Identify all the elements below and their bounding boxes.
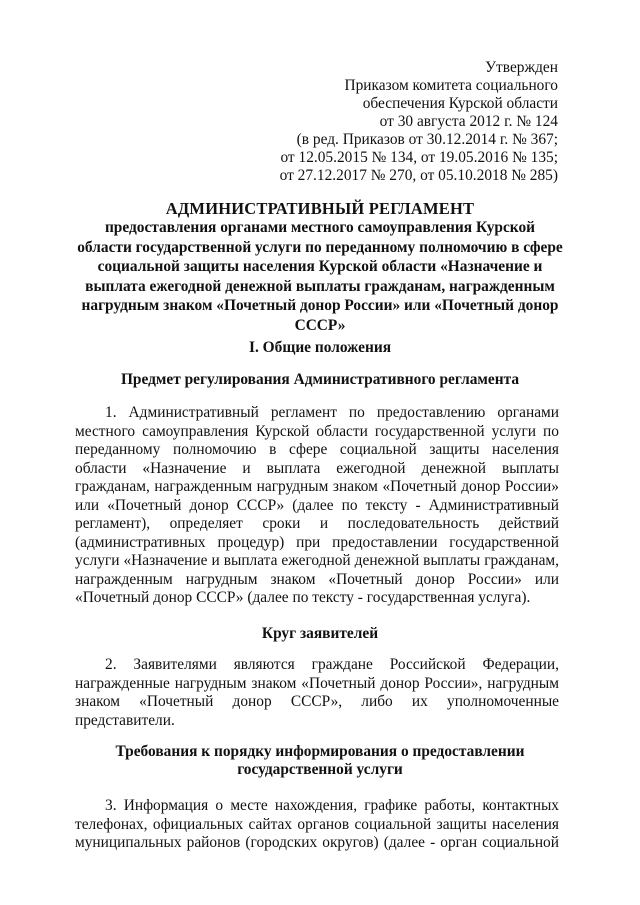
text-line: гражданам, награжденным нагрудным знаком «Почетный донор России» (75, 478, 559, 495)
text-line: муниципальных районов (городских округов) (далее - орган социальной (75, 834, 559, 851)
subtitle-line: СССР» (294, 316, 346, 334)
text-line: 2. Заявителями являются граждане Российской Федерации, (105, 656, 559, 673)
approval-line: обеспечения Курской области (362, 95, 558, 112)
approval-line: от 30 августа 2012 г. № 124 (379, 113, 558, 130)
heading-subject: Предмет регулирования Административного регламента (120, 371, 520, 388)
approval-line: от 12.05.2015 № 134, от 19.05.2016 № 135; (280, 149, 558, 166)
text-line: области «Назначение и выплата ежегодной денежной выплаты (75, 459, 559, 477)
approval-line: Приказом комитета социального (344, 77, 558, 94)
paragraph-2 (75, 656, 559, 730)
approval-line: (в ред. Приказов от 30.12.2014 г. № 367; (296, 131, 558, 148)
subtitle-line: области государственной услуги по переданному полномочию в сфере (77, 238, 563, 256)
text-line: награжденные нагрудным знаком «Почетный донор России», нагрудным (75, 674, 559, 692)
text-line: местного самоуправления Курской области государственной услуги по (75, 422, 559, 440)
text-line: знаком «Почетный донор СССР», либо их уполномоченные (75, 693, 559, 710)
approval-line: Утвержден (485, 59, 558, 76)
paragraph-1 (75, 404, 559, 608)
text-line: награжденным нагрудным знаком «Почетный донор России» или (75, 570, 559, 588)
subtitle-line: предоставления органами местного самоуправления Курской (104, 219, 536, 236)
text-line: 3. Информация о месте нахождения, графике работы, контактных (105, 797, 559, 814)
text-line: переданному полномочию в сфере социальной защиты населения (75, 441, 559, 458)
document-title: АДМИНИСТРАТИВНЫЙ РЕГЛАМЕНТ (165, 199, 475, 218)
text-line: регламент), определяет сроки и последовательность действий (75, 515, 559, 532)
subtitle-line: нагрудным знаком «Почетный донор России» или «Почетный донор (81, 297, 559, 314)
text-line: 1. Административный регламент по предоставлению органами (105, 404, 559, 421)
text-line: представители. (75, 711, 175, 729)
text-line: услуги «Назначение и выплата ежегодной денежной выплаты гражданам, (75, 552, 559, 569)
approval-stamp (280, 59, 558, 185)
text-line: (административных процедур) при предоставлении государственной (75, 533, 559, 551)
text-line: телефонах, официальных сайтах органов социальной защиты населения (75, 815, 559, 833)
document-subtitle (60, 218, 580, 335)
text-line: «Почетный донор СССР» (далее по тексту - государственная услуга). (75, 589, 531, 606)
text-line: или «Почетный донор СССР» (далее по тексту - Административный (75, 496, 559, 514)
heading-information: Требования к порядку информирования о предоставлении (115, 743, 525, 760)
approval-line: от 27.12.2017 № 270, от 05.10.2018 № 285) (279, 167, 558, 184)
heading-information-cont: государственной услуги (237, 761, 403, 778)
subtitle-line: социальной защиты населения Курской области «Назначение и (97, 258, 543, 275)
paragraph-3 (75, 797, 559, 853)
section-heading-general: I. Общие положения (248, 339, 392, 356)
subtitle-line: выплата ежегодной денежной выплаты гражданам, награжденным (85, 277, 555, 295)
heading-applicants: Круг заявителей (261, 625, 379, 642)
